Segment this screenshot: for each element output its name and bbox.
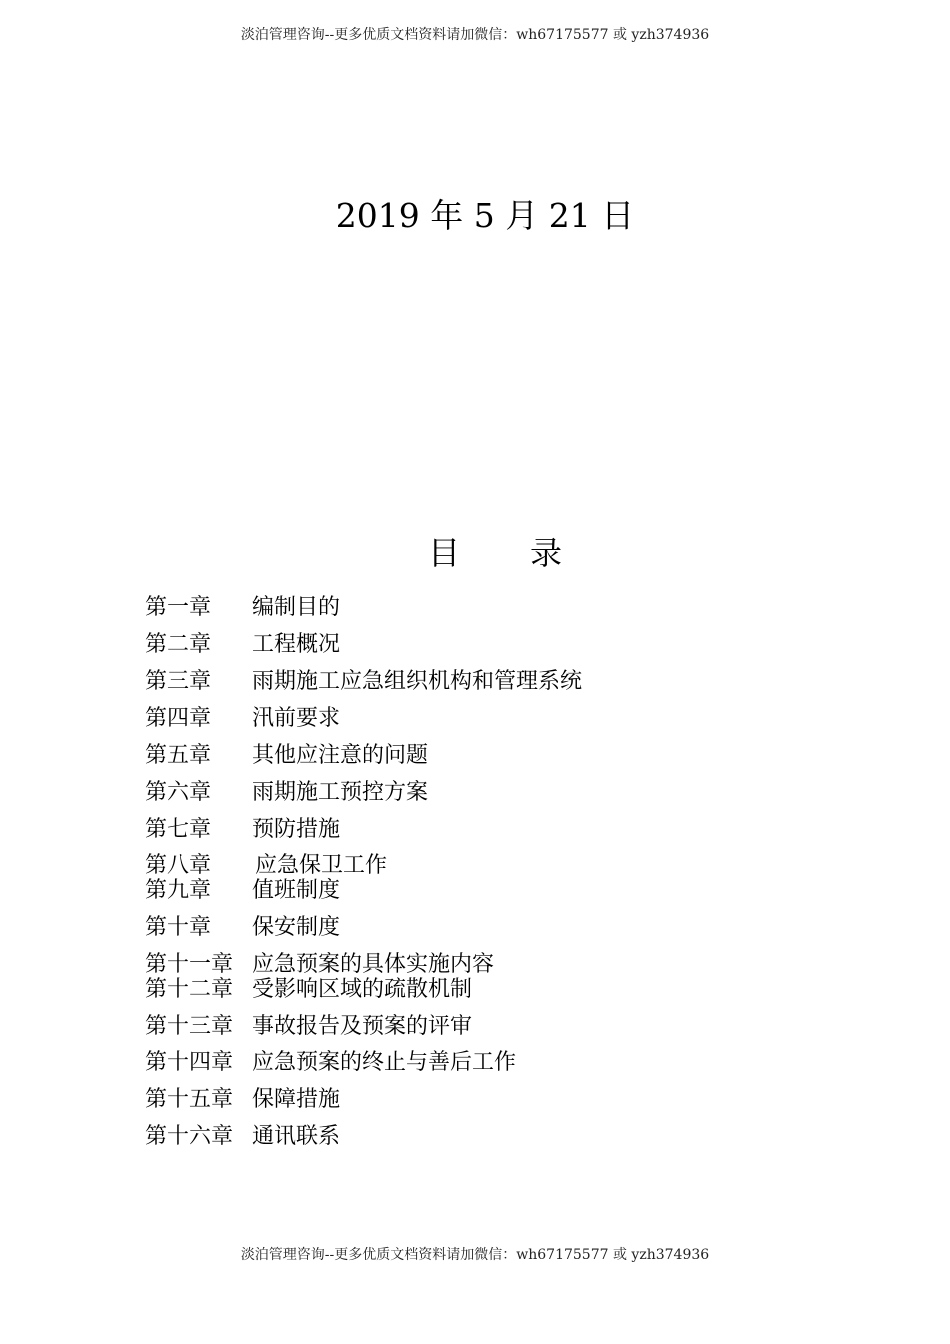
toc-chapter-number: 第三章 [145, 669, 212, 694]
toc-title [428, 533, 562, 573]
toc-chapter-number: 第九章 [145, 878, 212, 903]
page-header-note: 淡泊管理咨询--更多优质文档资料请加微信：wh67175577 或 yzh374936 [240, 27, 710, 43]
toc-chapter-number: 第十三章 [145, 1014, 234, 1039]
toc-chapter-number: 第十四章 [145, 1050, 234, 1075]
toc-chapter-number: 第十六章 [145, 1124, 234, 1149]
toc-chapter-number: 第十二章 [145, 977, 234, 1002]
toc-chapter-number: 第四章 [145, 706, 212, 731]
toc-title-left: 目 [428, 534, 461, 572]
toc-chapter-title: 雨期施工预控方案 [252, 780, 429, 805]
toc-item-6 [145, 780, 428, 806]
page-footer-note: 淡泊管理咨询--更多优质文档资料请加微信：wh67175577 或 yzh374936 [240, 1247, 710, 1263]
toc-chapter-title: 编制目的 [252, 595, 341, 620]
toc-item-4 [145, 706, 340, 732]
toc-chapter-title: 应急保卫工作 [255, 853, 388, 878]
toc-chapter-title: 预防措施 [252, 817, 341, 842]
toc-chapter-number: 第十五章 [145, 1087, 234, 1112]
toc-item-9 [145, 878, 340, 904]
toc-chapter-title: 应急预案的具体实施内容 [252, 952, 495, 977]
toc-item-2 [145, 632, 340, 658]
toc-chapter-number: 第六章 [145, 780, 212, 805]
toc-chapter-title: 值班制度 [252, 878, 341, 903]
toc-item-15 [145, 1087, 340, 1113]
toc-chapter-number: 第八章 [145, 853, 212, 878]
toc-chapter-title: 其他应注意的问题 [252, 743, 429, 768]
toc-chapter-title: 汛前要求 [252, 706, 341, 731]
toc-chapter-number: 第五章 [145, 743, 212, 768]
toc-item-5 [145, 743, 428, 769]
toc-title-right: 录 [530, 534, 563, 572]
toc-chapter-number: 第十一章 [145, 952, 234, 977]
toc-item-7 [145, 817, 340, 843]
toc-item-8 [145, 853, 387, 879]
toc-item-1 [145, 595, 340, 621]
toc-chapter-title: 应急预案的终止与善后工作 [252, 1050, 517, 1075]
toc-item-3 [145, 669, 582, 695]
toc-item-16 [145, 1124, 340, 1150]
toc-chapter-number: 第二章 [145, 632, 212, 657]
toc-chapter-number: 第一章 [145, 595, 212, 620]
toc-item-11 [145, 952, 494, 978]
toc-chapter-title: 受影响区域的疏散机制 [252, 977, 473, 1002]
toc-item-12 [145, 977, 472, 1003]
toc-chapter-title: 事故报告及预案的评审 [252, 1014, 473, 1039]
toc-chapter-title: 保安制度 [252, 915, 341, 940]
document-date: 2019 年 5 月 21 日 [335, 196, 635, 235]
toc-chapter-title: 雨期施工应急组织机构和管理系统 [252, 669, 583, 694]
toc-item-13 [145, 1014, 472, 1040]
toc-chapter-title: 保障措施 [252, 1087, 341, 1112]
toc-chapter-number: 第七章 [145, 817, 212, 842]
toc-chapter-number: 第十章 [145, 915, 212, 940]
toc-item-10 [145, 915, 340, 941]
toc-item-14 [145, 1050, 516, 1076]
toc-chapter-title: 通讯联系 [252, 1124, 341, 1149]
toc-chapter-title: 工程概况 [252, 632, 341, 657]
